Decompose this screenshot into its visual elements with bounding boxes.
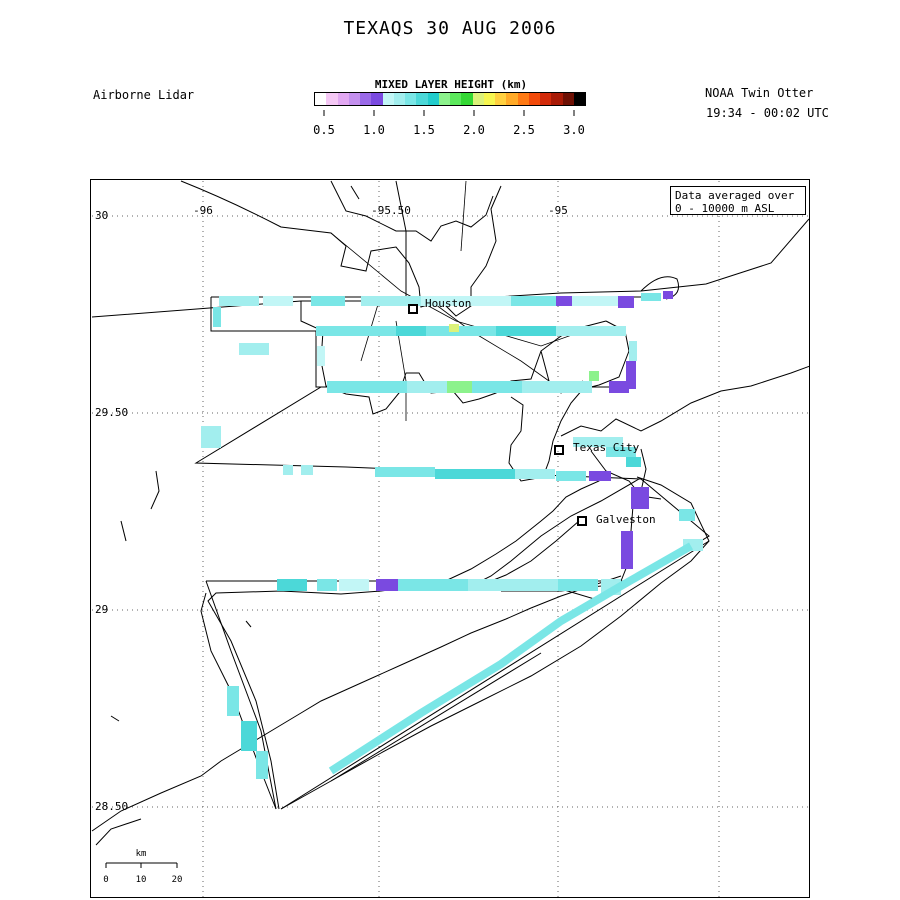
city-marker-icon [578, 517, 586, 525]
chart-title: TEXAQS 30 AUG 2006 [343, 18, 557, 39]
colorbar-tick-label: 2.5 [513, 123, 535, 137]
city-marker-icon [555, 446, 563, 454]
scale-unit: km [135, 849, 147, 859]
colorbar-tick-label: 0.5 [313, 123, 335, 137]
lon-label: -95.50 [371, 204, 411, 217]
lat-label: 28.50 [95, 800, 129, 813]
city-marker-icon [409, 305, 417, 313]
scale-tick: 0 [103, 875, 109, 885]
colorbar-tick-label: 2.0 [463, 123, 485, 137]
colorbar-axis [0, 0, 900, 140]
city-label-texas-city: Texas City [573, 441, 640, 454]
map-canvas [91, 180, 810, 898]
data-note-line2: 0 - 10000 m ASL [675, 202, 775, 215]
instrument-label: Airborne Lidar [93, 88, 195, 102]
colorbar-tick-label: 1.0 [363, 123, 385, 137]
aircraft-label: NOAA Twin Otter [705, 86, 814, 100]
colorbar-title: MIXED LAYER HEIGHT (km) [374, 78, 528, 91]
data-note-line1: Data averaged over [675, 189, 795, 202]
lon-label: -95 [548, 204, 568, 217]
scale-tick: 20 [171, 875, 183, 885]
lat-label: 30 [95, 209, 109, 222]
lon-label: -96 [193, 204, 213, 217]
map-panel [90, 179, 810, 898]
lat-label: 29.50 [95, 406, 129, 419]
colorbar-tick-label: 3.0 [563, 123, 585, 137]
data-note-box [670, 186, 806, 215]
scale-bar [103, 849, 182, 885]
city-label-galveston: Galveston [596, 513, 656, 526]
colorbar-tick-label: 1.5 [413, 123, 435, 137]
mixed-layer-data [201, 291, 703, 779]
coastline [92, 181, 810, 845]
lat-label: 29 [95, 603, 109, 616]
scale-tick: 10 [135, 875, 147, 885]
city-label-houston: Houston [425, 297, 472, 310]
time-range-label: 19:34 - 00:02 UTC [706, 106, 829, 120]
